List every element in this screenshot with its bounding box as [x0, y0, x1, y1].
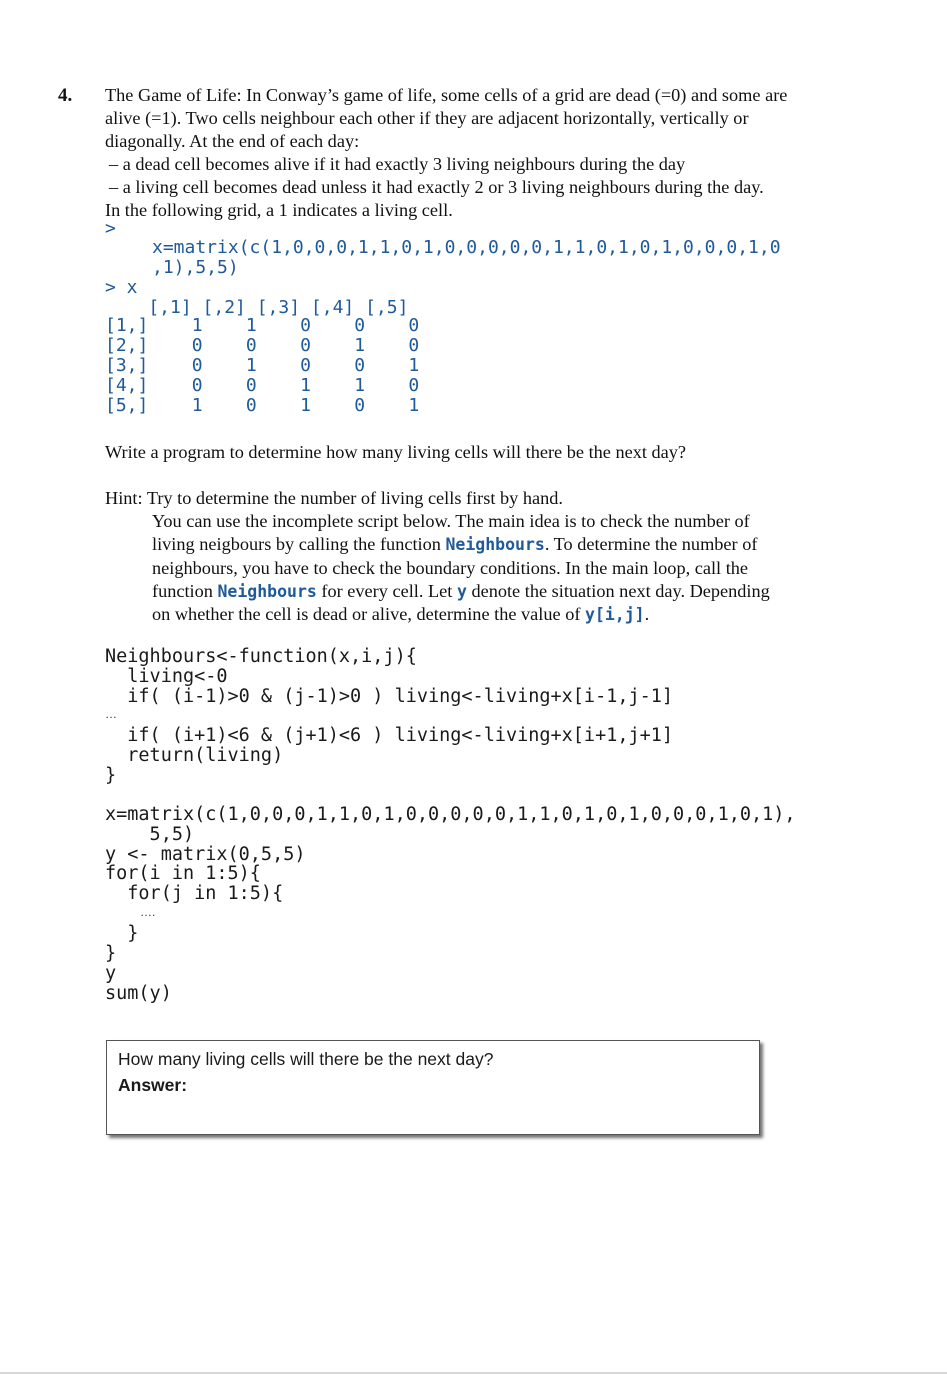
rule-dead-cell: – a dead cell becomes alive if it had exactly 3 living neighbours during the day	[109, 154, 686, 174]
hint-line-5	[152, 580, 770, 603]
console-prompt: >	[105, 218, 116, 239]
code-y: y	[456, 582, 467, 601]
intro-line-1: The Game of Life: In Conway’s game of life, some cells of a grid are dead (=0) and some are	[105, 85, 788, 105]
script-line: sum(y)	[105, 983, 172, 1004]
hint-text: on whether the cell is dead or alive, determine the value of	[152, 604, 585, 624]
hint-line-6	[152, 603, 649, 626]
matrix-row-1: [1,] 1 1 0 0 0	[105, 315, 420, 336]
task-text: Write a program to determine how many living cells will there be the next day?	[105, 442, 687, 462]
script-line: living<-0	[105, 666, 228, 687]
matrix-row-3: [3,] 0 1 0 0 1	[105, 355, 420, 376]
code-neighbours: Neighbours	[445, 535, 545, 554]
script-line: 5,5)	[105, 824, 195, 845]
console-command-line-1: x=matrix(c(1,0,0,0,1,1,0,1,0,0,0,0,0,1,1,0,1,0,1,0,0,0,1,0	[152, 237, 781, 258]
matrix-row-4: [4,] 0 0 1 1 0	[105, 375, 420, 396]
script-ellipsis: ….	[140, 905, 156, 919]
intro-line-3: diagonally. At the end of each day:	[105, 131, 360, 151]
hint-text: for every cell. Let	[316, 581, 457, 601]
script-line: if( (i+1)<6 & (j+1)<6 ) living<-living+x[i+1,j+1]	[105, 725, 674, 746]
script-line: }	[105, 943, 117, 964]
answer-box[interactable]	[106, 1040, 760, 1135]
hint-line-1: Hint: Try to determine the number of living cells first by hand.	[105, 488, 563, 508]
hint-line-2: You can use the incomplete script below. The main idea is to check the number of	[152, 511, 750, 531]
script-line: for(j in 1:5){	[105, 883, 284, 904]
hint-line-3	[152, 533, 757, 556]
script-ellipsis: …	[105, 707, 117, 721]
hint-text: .	[644, 604, 650, 624]
answer-question: How many living cells will there be the next day?	[118, 1049, 494, 1069]
script-line: }	[105, 923, 139, 944]
code-y-ij: y[i,j]	[585, 605, 645, 624]
script-line: }	[105, 765, 117, 786]
script-line: Neighbours<-function(x,i,j){	[105, 646, 417, 667]
script-line: y <- matrix(0,5,5)	[105, 844, 306, 865]
page-bottom-divider	[0, 1372, 947, 1374]
script-line: if( (i-1)>0 & (j-1)>0 ) living<-living+x[i-1,j-1]	[105, 686, 674, 707]
hint-text: living neigbours by calling the function	[152, 534, 446, 554]
script-line: return(living)	[105, 745, 284, 766]
intro-line-2: alive (=1). Two cells neighbour each other if they are adjacent horizontally, vertically or	[105, 108, 749, 128]
hint-line-4: neighbours, you have to check the boundary conditions. In the main loop, call the	[152, 558, 749, 578]
hint-text: . To determine the number of	[544, 534, 758, 554]
script-line: x=matrix(c(1,0,0,0,1,1,0,1,0,0,0,0,0,1,1,0,1,0,1,0,0,0,1,0,1),	[105, 804, 796, 825]
intro-line-6: In the following grid, a 1 indicates a living cell.	[105, 200, 453, 220]
hint-text: function	[152, 581, 218, 601]
console-print-command: > x	[105, 277, 138, 298]
matrix-row-2: [2,] 0 0 0 1 0	[105, 335, 420, 356]
script-line: y	[105, 963, 117, 984]
code-neighbours: Neighbours	[217, 582, 317, 601]
script-line: for(i in 1:5){	[105, 863, 261, 884]
answer-label: Answer:	[118, 1075, 188, 1095]
matrix-row-5: [5,] 1 0 1 0 1	[105, 395, 420, 416]
console-command-line-2: ,1),5,5)	[152, 257, 239, 278]
matrix-header: [,1] [,2] [,3] [,4] [,5]	[105, 297, 409, 318]
question-number: 4.	[58, 85, 73, 106]
hint-text: denote the situation next day. Depending	[466, 581, 770, 601]
rule-living-cell: – a living cell becomes dead unless it had exactly 2 or 3 living neighbours during the day.	[109, 177, 764, 197]
